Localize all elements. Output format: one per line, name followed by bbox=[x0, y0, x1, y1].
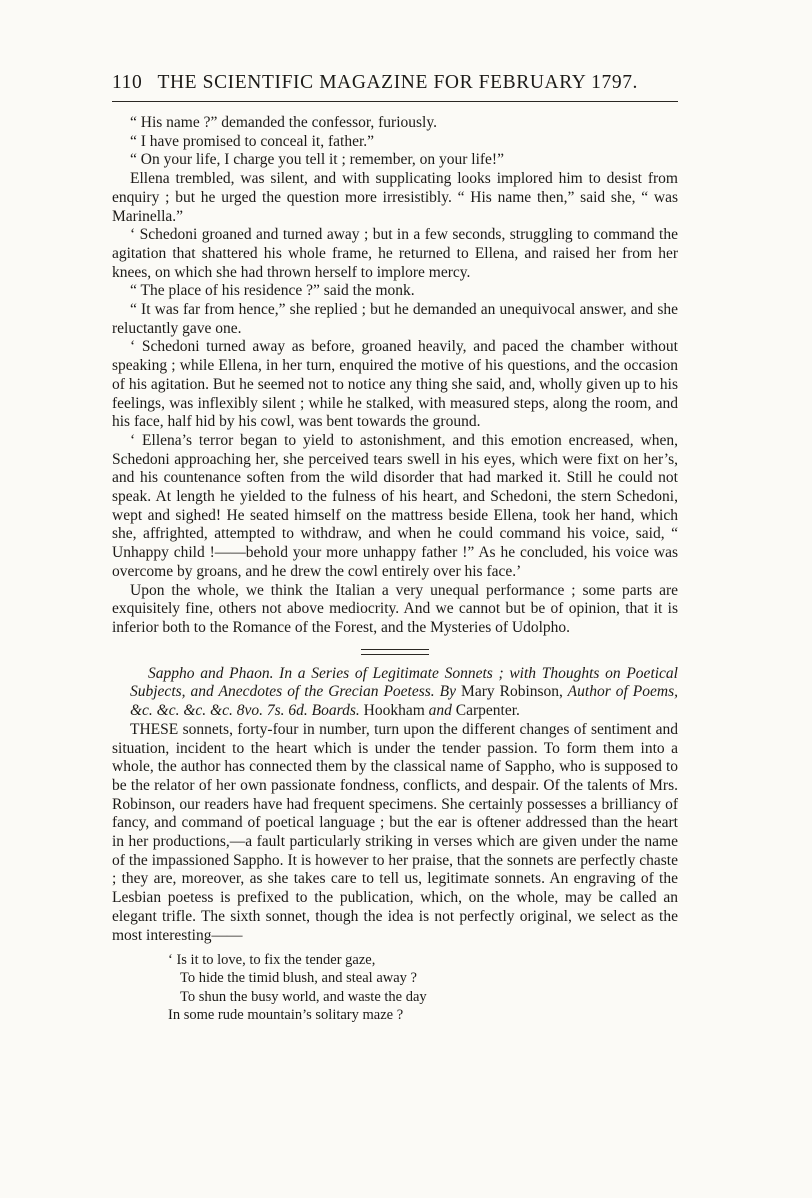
paragraph: ‘ Schedoni groaned and turned away ; but in a few seconds, struggling to command the agitation that shattered his whole frame, he returned to Ellena, and raised her from her knees, on which she had thrown herself to implore mercy. bbox=[112, 226, 678, 281]
running-header bbox=[112, 72, 678, 94]
poem-line: ‘ Is it to love, to fix the tender gaze, bbox=[168, 952, 376, 969]
review-text: THESE sonnets, forty-four in number, turn upon the different changes of sentiment and situation, incident to the heart which is under the tender passion. To form them into a whole, the author has connected them by the classical name of Sappho, who is supposed to be the relator of her own passionate fondness, conflicts, and despair. Of the talents of Mrs. Robinson, our readers have had frequent specimens. She certainly possesses a brilliancy of fancy, and command of poetical language ; but the ear is oftener addressed than the heart in her productions,—a fault particularly striking in verses which are given under the name of the impassioned Sappho. It is however to her praise, that the sonnets are perfectly chaste ; they are, moreover, as she takes care to tell us, legitimate sonnets. An engraving of the Lesbian poetess is prefixed to the publication, which, on the whole, may be called an elegant trifle. The sixth sonnet, though the idea is not perfectly original, we select as the most interesting—— bbox=[112, 720, 678, 944]
review-title-suffix: Author of Poems, &c. &c. &c. &c. bbox=[130, 683, 678, 720]
sonnet-excerpt bbox=[168, 951, 678, 1024]
review-publisher-1: Hookham bbox=[363, 702, 425, 720]
review-title: Sappho and Phaon. In a Series of Legitimate Sonnets ; with Thoughts on Poetical Subjects, and Anecdotes of the Grecian Poetess. By bbox=[130, 664, 678, 701]
poem-line: To shun the busy world, and waste the day bbox=[180, 988, 427, 1005]
paragraph: Upon the whole, we think the Italian a very unequal performance ; some parts are exquisitely fine, others not above mediocrity. And we cannot but be of opinion, that it is inferior both to the Romance of the Forest, and the Mysteries of Udolpho. bbox=[112, 581, 678, 636]
paragraph: ‘ Ellena’s terror began to yield to astonishment, and this emotion encreased, when, Schedoni approaching her, she perceived tears swell in his eyes, which were fixt on her’s, and his countenance soften from the wild disorder that had marked it. Still he could not speak. At length he yielded to the fulness of his heart, and Schedoni, the stern Schedoni, wept and sighed! He seated himself on the mattress beside Ellena, took her hand, which she, affrighted, attempted to withdraw, and when he could command his voice, said, “ Unhappy child !——behold your more unhappy father !” As he concluded, his voice was overcome by groans, and he drew the cowl entirely over his face.’ bbox=[112, 431, 678, 580]
review-heading bbox=[112, 665, 678, 721]
paragraph: “ On your life, I charge you tell it ; remember, on your life!” bbox=[130, 151, 504, 169]
paragraph: “ The place of his residence ?” said the monk. bbox=[130, 282, 415, 300]
review-binding: Boards. bbox=[311, 702, 360, 720]
paragraph: “ His name ?” demanded the confessor, furiously. bbox=[130, 114, 437, 131]
paragraph: “ I have promised to conceal it, father.” bbox=[130, 132, 375, 150]
paragraph: Ellena trembled, was silent, and with supplicating looks implored him to desist from enquiry ; but he urged the question more irresistibly. “ His name then,” said she, “ was Marinella.” bbox=[112, 170, 678, 225]
poem-line: In some rude mountain’s solitary maze ? bbox=[168, 1006, 404, 1023]
paragraph: ‘ Schedoni turned away as before, groaned heavily, and paced the chamber without speaking ; while Ellena, in her turn, enquired the motive of his questions, and the occasion of his agitation. But he seemed not to notice any thing she said, and, wholly given up to his feelings, was inflexibly silent ; while he stalked, with measured steps, along the room, and his face, half hid by his cowl, was bent towards the ground. bbox=[112, 338, 678, 431]
running-title: THE SCIENTIFIC MAGAZINE FOR FEBRUARY 1797. bbox=[157, 72, 639, 93]
page-number: 110 bbox=[112, 72, 143, 93]
review-author: Mary Robinson, bbox=[461, 683, 563, 701]
section-divider bbox=[361, 649, 429, 655]
header-rule bbox=[112, 101, 678, 102]
paragraph: “ It was far from hence,” she replied ; but he demanded an unequivocal answer, and she reluctantly gave one. bbox=[112, 301, 678, 337]
review-publisher-2: Carpenter. bbox=[455, 702, 520, 720]
poem-line: To hide the timid blush, and steal away ? bbox=[180, 970, 417, 987]
review-price: 8vo. 7s. 6d. bbox=[236, 702, 308, 720]
article-body bbox=[112, 114, 678, 1024]
review-and: and bbox=[428, 702, 452, 720]
